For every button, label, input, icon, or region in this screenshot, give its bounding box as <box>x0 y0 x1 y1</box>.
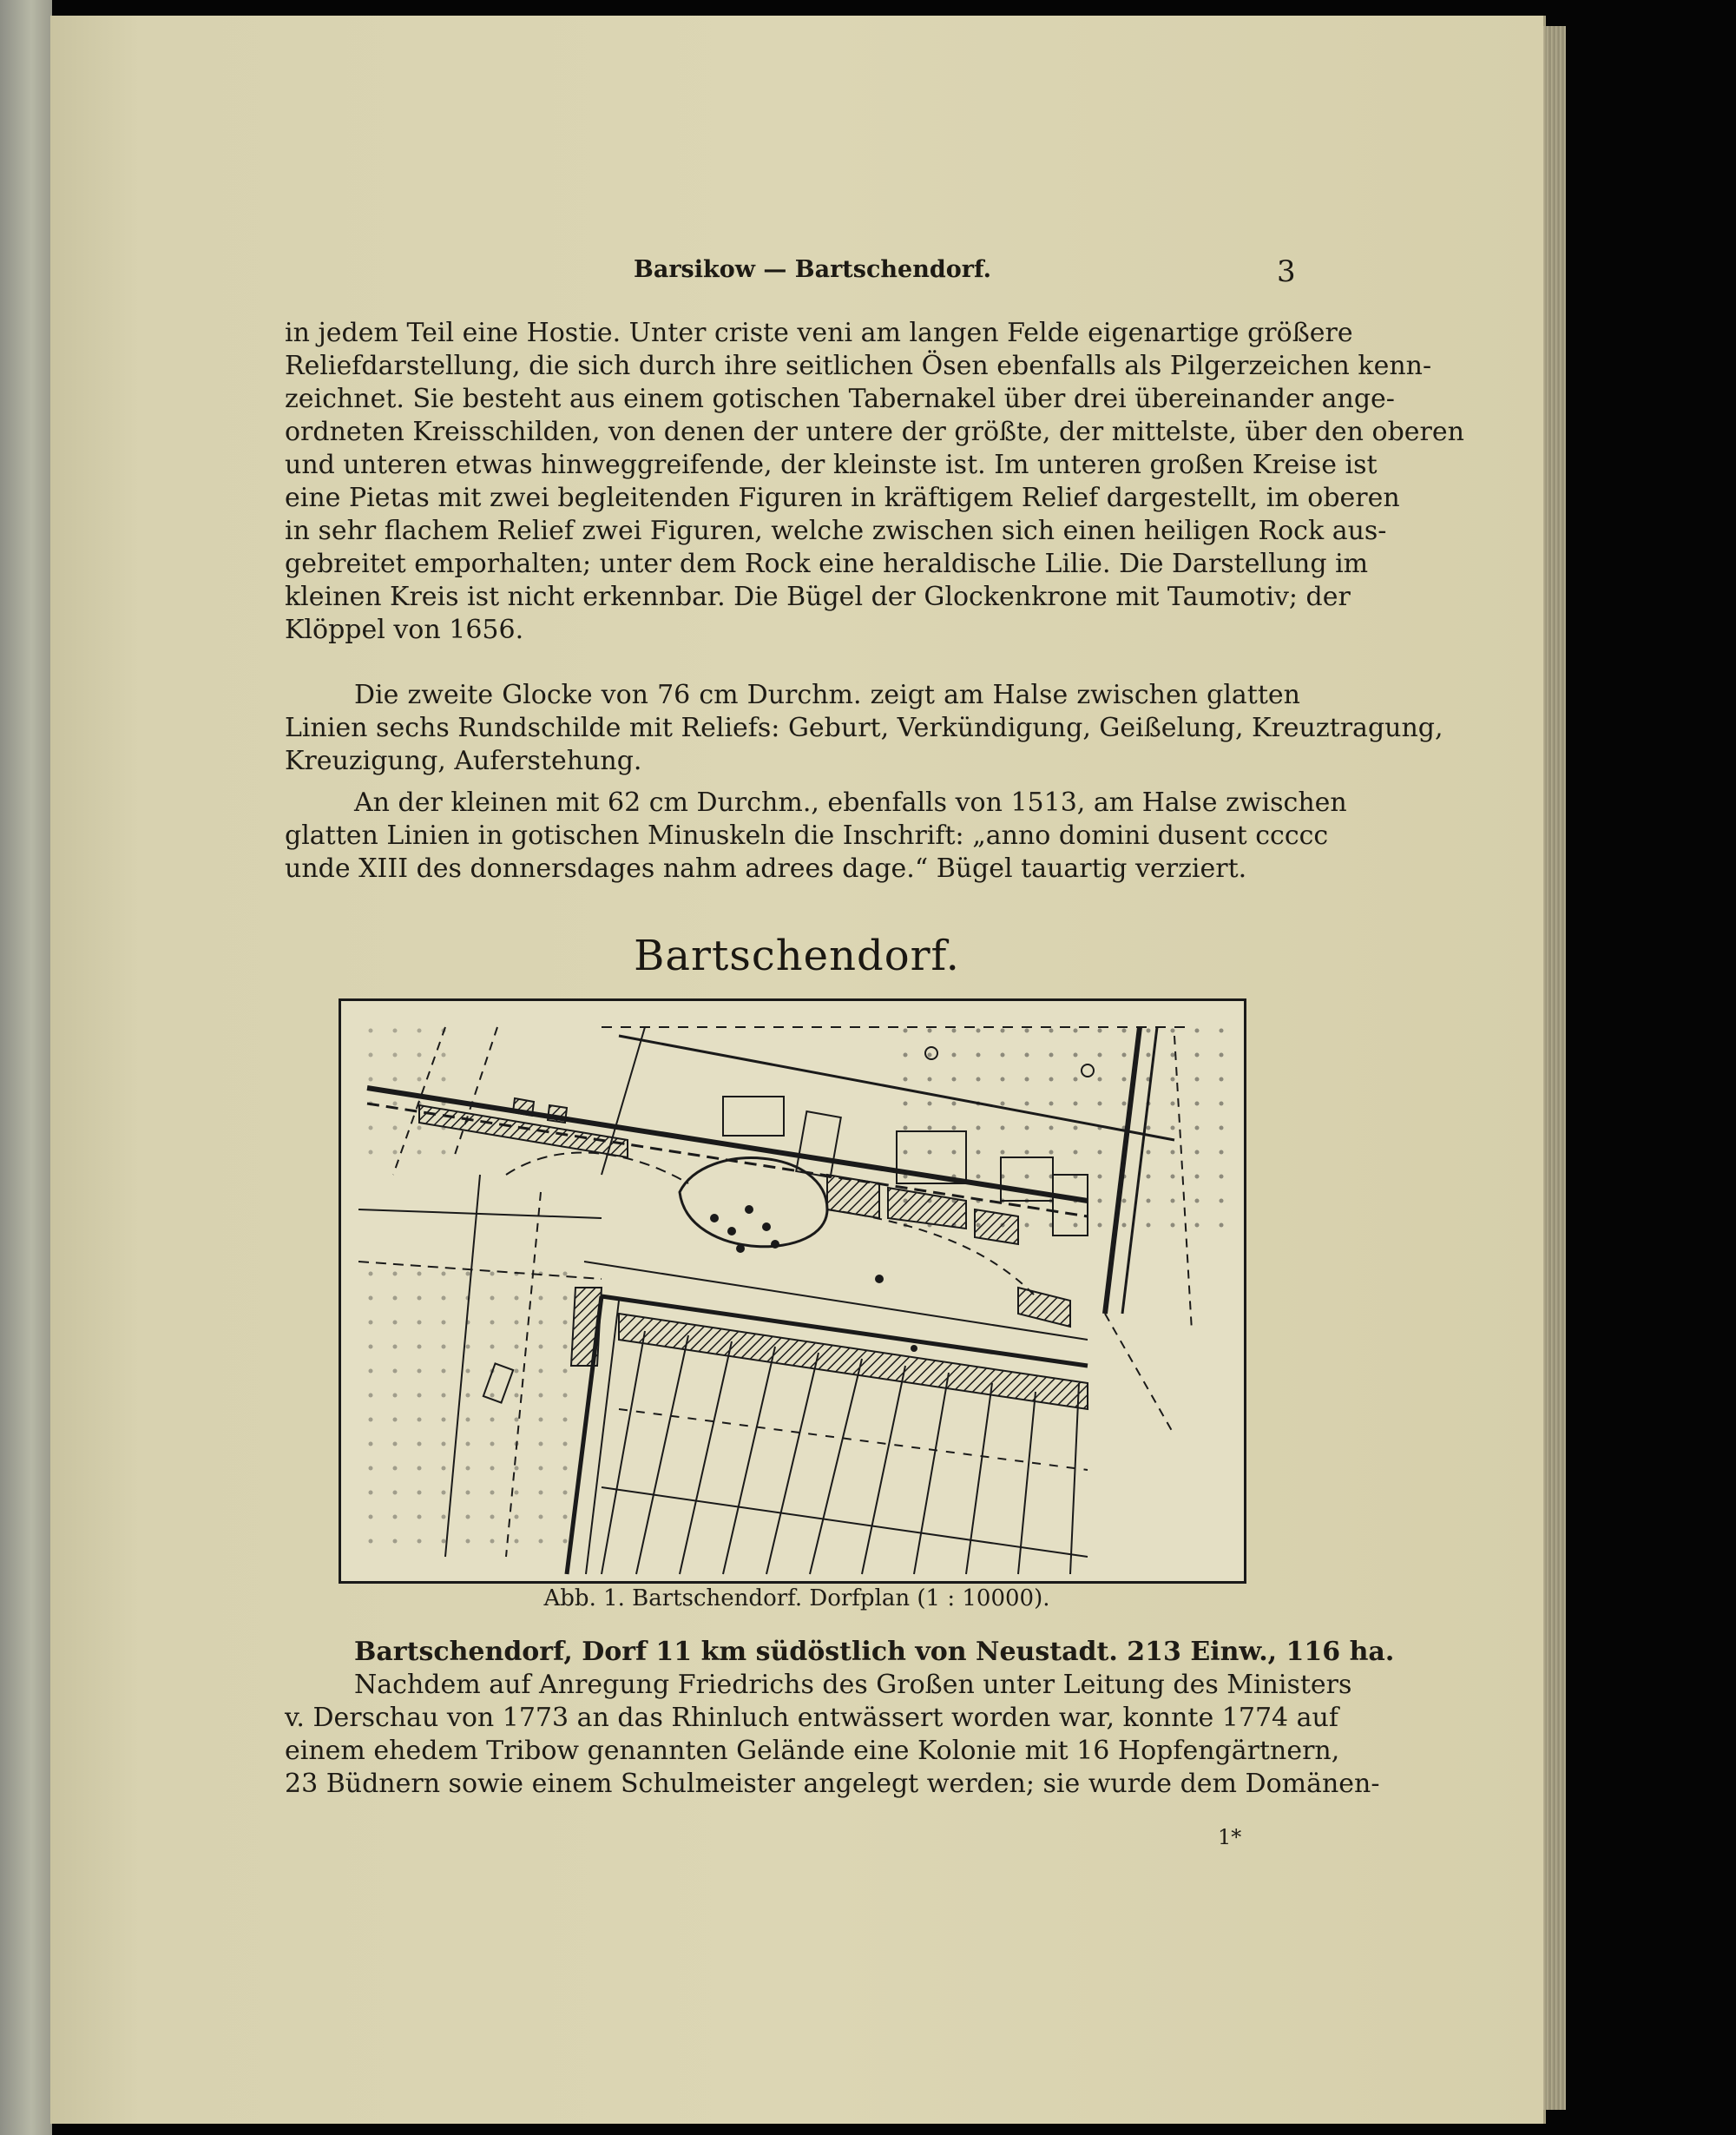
text-line: in sehr flachem Relief zwei Figuren, welche zwischen sich einen heiligen Rock aus- <box>285 516 1387 546</box>
text-line: und unteren etwas hinweggreifende, der kleinste ist. Im unteren großen Kreise ist <box>285 450 1378 480</box>
text-line: 23 Büdnern sowie einem Schulmeister angelegt werden; sie wurde dem Domänen- <box>285 1769 1380 1799</box>
text-line: eine Pietas mit zwei begleitenden Figuren in kräftigem Relief dargestellt, im oberen <box>285 483 1400 513</box>
text-line: einem ehedem Tribow genannten Gelände eine Kolonie mit 16 Hopfengärtnern, <box>285 1736 1340 1766</box>
text-line: in jedem Teil eine Hostie. Unter criste veni am langen Felde eigenartige größere <box>285 318 1353 348</box>
text-line: Die zweite Glocke von 76 cm Durchm. zeigt am Halse zwischen glatten <box>354 680 1300 710</box>
text-line: kleinen Kreis ist nicht erkennbar. Die Bügel der Glockenkrone mit Taumotiv; der <box>285 582 1351 612</box>
text-line: gebreitet emporhalten; unter dem Rock eine heraldische Lilie. Die Darstellung im <box>285 549 1369 579</box>
section-heading: Bartschendorf. <box>634 932 960 980</box>
text-line: Kreuzigung, Auferstehung. <box>285 746 642 776</box>
text-line: v. Derschau von 1773 an das Rhinluch entwässert worden war, konnte 1774 auf <box>285 1703 1338 1733</box>
text-line: unde XIII des donnersdages nahm adrees dage.“ Bügel tauartig verziert. <box>285 853 1247 884</box>
running-title: Barsikow — Bartschendorf. <box>634 256 992 283</box>
village-plan-figure <box>339 998 1246 1584</box>
page-number: 3 <box>1277 254 1296 289</box>
text-line: Klöppel von 1656. <box>285 615 524 645</box>
text-line: Linien sechs Rundschilde mit Reliefs: Geburt, Verkündigung, Geißelung, Kreuztragung, <box>285 713 1443 743</box>
text-line: Reliefdarstellung, die sich durch ihre seitlichen Ösen ebenfalls als Pilgerzeichen kenn- <box>285 351 1432 381</box>
village-plan-map <box>341 1001 1244 1581</box>
page-stack-edge <box>1543 26 1566 2110</box>
text-line: Nachdem auf Anregung Friedrichs des Großen unter Leitung des Ministers <box>354 1670 1352 1700</box>
text-line: zeichnet. Sie besteht aus einem gotischen Tabernakel über drei übereinander ange- <box>285 384 1395 414</box>
text-line: ordneten Kreisschilden, von denen der untere der größte, der mittelste, über den oberen <box>285 417 1464 447</box>
text-line: glatten Linien in gotischen Minuskeln die Inschrift: „anno domini dusent ccccc <box>285 820 1329 851</box>
page-header <box>50 256 1543 300</box>
book-page <box>50 16 1546 2124</box>
book-binding-edge <box>0 0 52 2135</box>
text-line: An der kleinen mit 62 cm Durchm., ebenfalls von 1513, am Halse zwischen <box>354 787 1347 818</box>
signature-mark: 1* <box>1218 1825 1242 1849</box>
text-line: Bartschendorf, Dorf 11 km südöstlich von Neustadt. 213 Einw., 116 ha. <box>354 1637 1395 1667</box>
figure-caption: Abb. 1. Bartschendorf. Dorfplan (1 : 10000). <box>543 1585 1050 1611</box>
